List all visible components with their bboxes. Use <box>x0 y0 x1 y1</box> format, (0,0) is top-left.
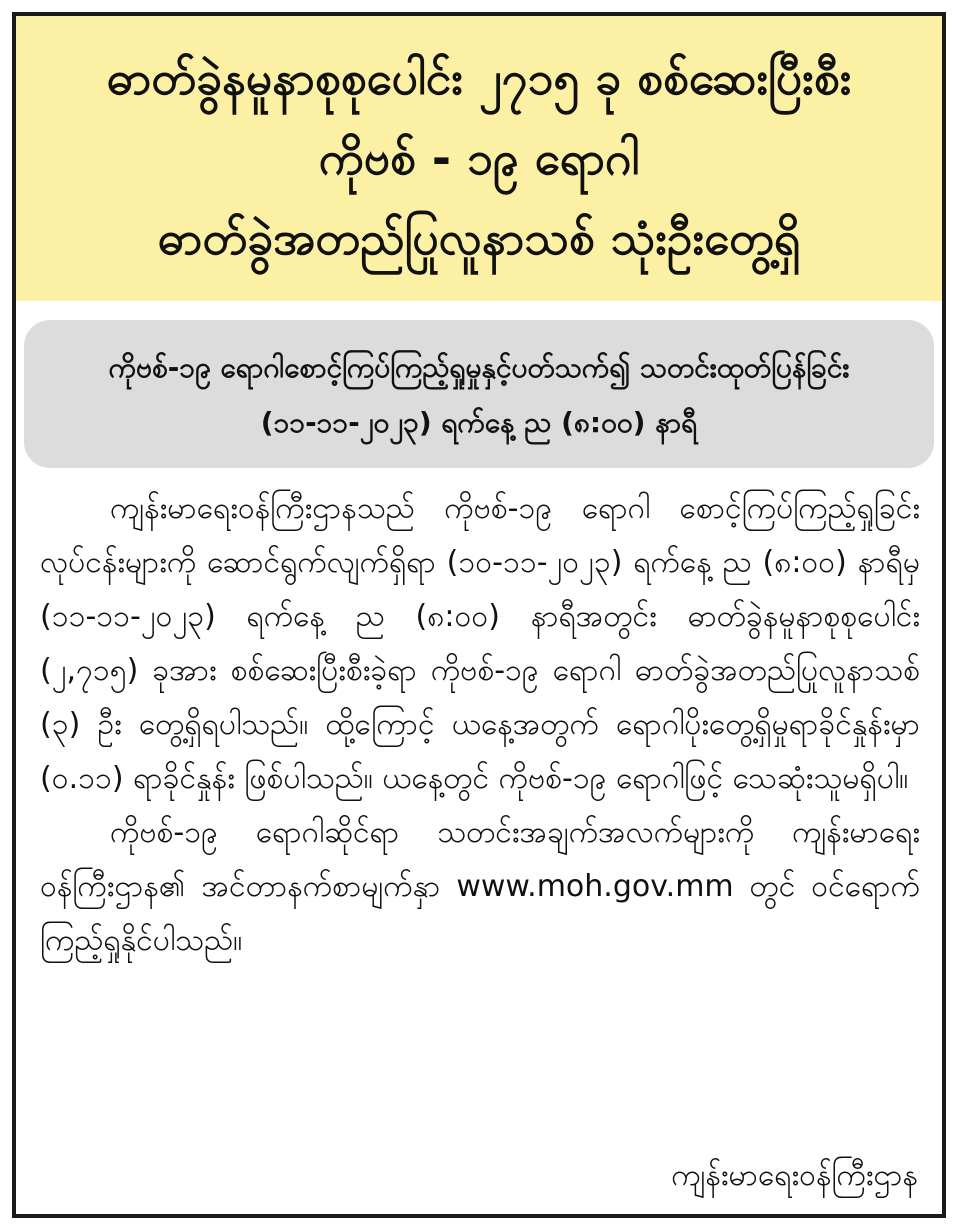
body-paragraph-2 <box>40 806 920 968</box>
headline-line-2: ကိုဗစ် - ၁၉ ရောဂါ <box>318 131 640 185</box>
subheading-datetime: (၁၁-၁၁-၂၀၂၃) ရက်နေ့ ည (၈:၀၀) နာရီ <box>260 406 698 439</box>
announcement-frame <box>12 12 946 1218</box>
subheading-title: ကိုဗစ်-၁၉ ရောဂါစောင့်ကြပ်ကြည့်ရှုမှုနှင့်ပတ်သက်၍ သတင်းထုတ်ပြန်ခြင်း <box>108 351 850 384</box>
ministry-website-link[interactable]: www.moh.gov.mm <box>456 869 734 904</box>
body-paragraph-1: ကျန်းမာရေးဝန်ကြီးဌာနသည် ကိုဗစ်-၁၉ ရောဂါ စောင့်ကြပ်ကြည့်ရှုခြင်းလုပ်ငန်းများကို ဆောင်ရွက်လျက်ရှိရာ (၁၀-၁၁-၂၀၂၃) ရက်နေ့ ည (၈:၀၀) နာရီမှ (၁၁-၁၁-၂၀၂၃) ရက်နေ့ ည (၈:၀၀) နာရီအတွင်း ဓာတ်ခွဲနမူနာစုစုပေါင်း (၂,၇၁၅) ခုအား စစ်ဆေးပြီးစီးခဲ့ရာ ကိုဗစ်-၁၉ ရောဂါ ဓာတ်ခွဲအတည်ပြုလူနာသစ် (၃) ဦး တွေ့ရှိရပါသည်။ ထို့ကြောင့် ယနေ့အတွက် ရောဂါပိုးတွေ့ရှိမှုရာခိုင်နှုန်းမှာ (၀.၁၁) ရာခိုင်နှုန်း ဖြစ်ပါသည်။ ယနေ့တွင် ကိုဗစ်-၁၉ ရောဂါဖြင့် သေဆုံးသူမရှိပါ။ <box>40 491 920 796</box>
paragraph-2-tail: တွင် ဝင်ရောက်ကြည့်ရှုနိုင်ပါသည်။ <box>40 869 920 958</box>
headline-line-1: ဓာတ်ခွဲနမူနာစုစုပေါင်း ၂၇၁၅ ခု စစ်ဆေးပြီးစီး <box>106 51 852 105</box>
article-body <box>40 482 920 968</box>
headline-banner <box>16 16 942 301</box>
press-release-subheading <box>24 320 934 468</box>
paragraph-2-text: ကိုဗစ်-၁၉ ရောဂါဆိုင်ရာ သတင်းအချက်အလက်များကို ကျန်းမာရေးဝန်ကြီးဌာန၏ အင်တာနက်စာမျက်နှာ <box>40 815 920 904</box>
headline-line-3: ဓာတ်ခွဲအတည်ပြုလူနာသစ် သုံးဦးတွေ့ရှိ <box>157 211 801 265</box>
signature: ကျန်းမာရေးဝန်ကြီးဌာန <box>671 1158 918 1193</box>
